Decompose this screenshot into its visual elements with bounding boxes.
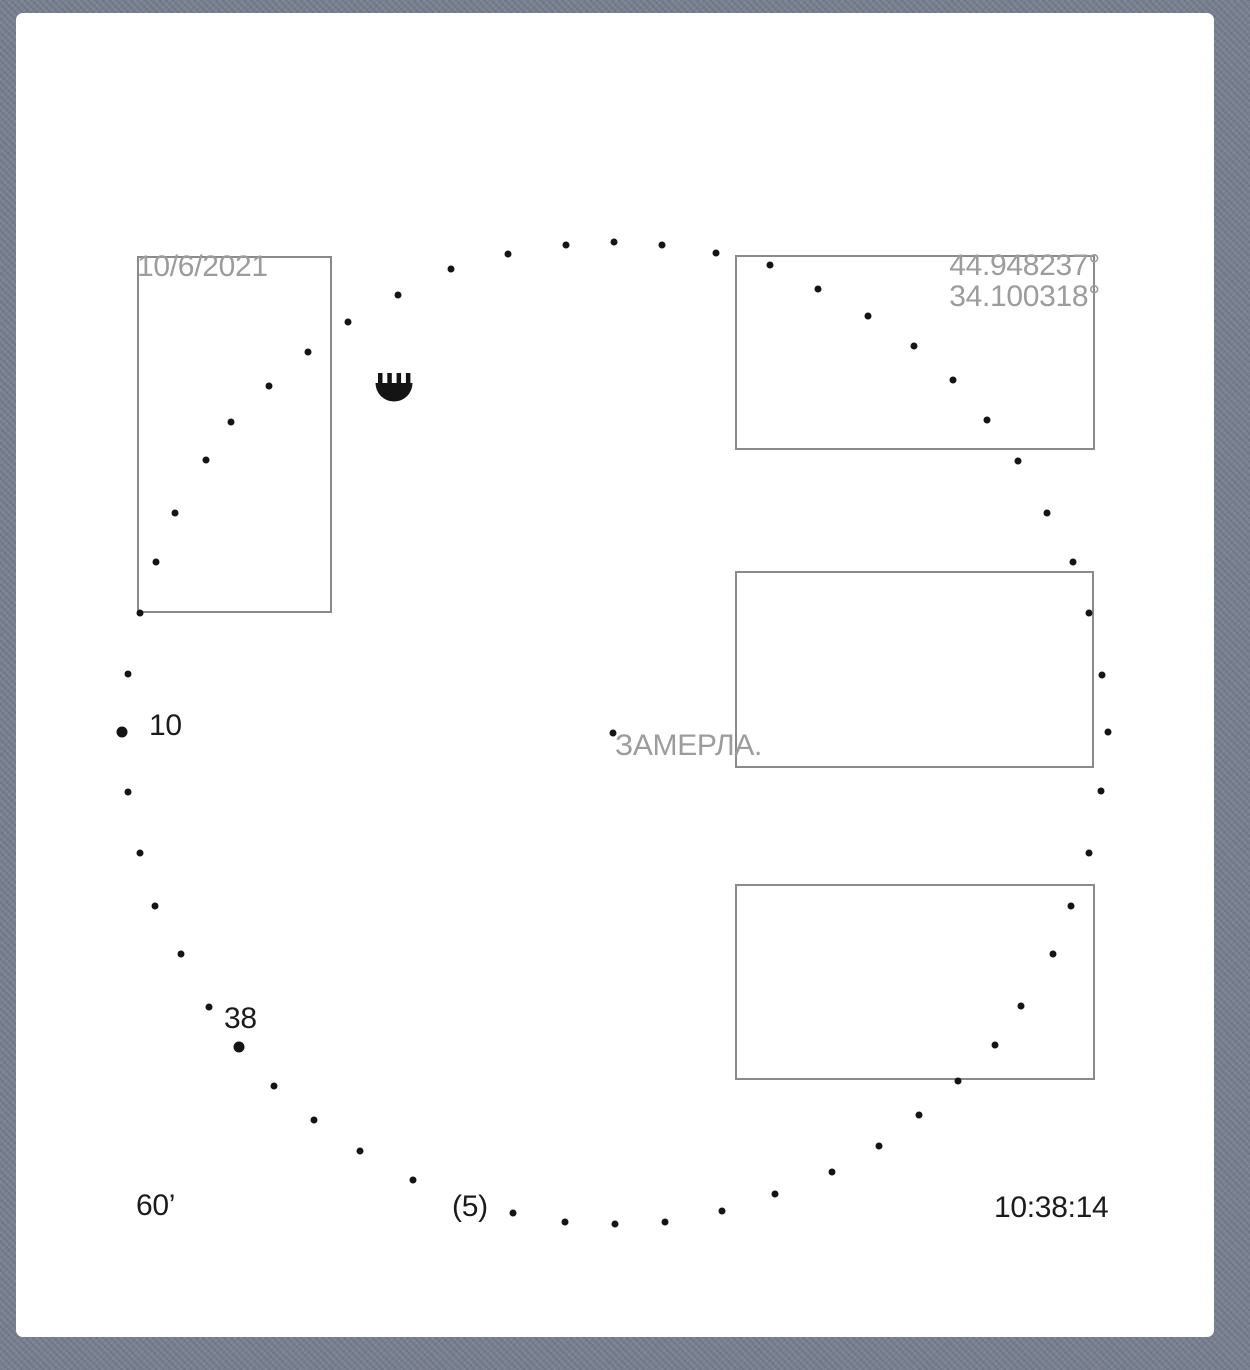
track-dot [137, 610, 144, 617]
duration-label: 60’ [136, 1189, 176, 1222]
track-dot [505, 251, 512, 258]
track-dot [228, 419, 235, 426]
track-dot [950, 377, 957, 384]
track-dot [612, 1221, 619, 1228]
marker-38-label: 38 [224, 1002, 257, 1035]
zone-box[interactable] [137, 256, 332, 613]
marker-10-label: 10 [149, 709, 182, 742]
zone-box[interactable] [735, 884, 1095, 1080]
track-dot [772, 1191, 779, 1198]
track-dot [305, 349, 312, 356]
gap-count-label: (5) [452, 1190, 488, 1223]
track-dot [203, 457, 210, 464]
track-dot [865, 313, 872, 320]
gps-coordinates [949, 250, 1100, 312]
track-dot [137, 850, 144, 857]
track-dot [659, 242, 666, 249]
track-dot [266, 383, 273, 390]
track-dot [1050, 951, 1057, 958]
track-dot [767, 262, 774, 269]
track-dot [955, 1078, 962, 1085]
track-dot [876, 1143, 883, 1150]
track-dot [815, 286, 822, 293]
track-dot [345, 319, 352, 326]
status-label: ЗАМЕРЛА. [615, 729, 763, 762]
time-label: 10:38:14 [994, 1191, 1109, 1224]
track-dot [125, 671, 132, 678]
track-dot [1086, 610, 1093, 617]
track-dot [563, 242, 570, 249]
date-label: 10/6/2021 [137, 250, 268, 283]
zone-box[interactable] [735, 571, 1094, 768]
track-dot [395, 292, 402, 299]
track-dot [1098, 788, 1105, 795]
track-dot [125, 789, 132, 796]
track-dot [1068, 903, 1075, 910]
track-dot [713, 250, 720, 257]
track-dot [357, 1148, 364, 1155]
track-dot [311, 1117, 318, 1124]
half-gear-icon [375, 373, 413, 402]
track-dot [1044, 510, 1051, 517]
track-dot [178, 951, 185, 958]
track-dot [1086, 850, 1093, 857]
track-dot [984, 417, 991, 424]
track-dot [448, 266, 455, 273]
track-dot [611, 239, 618, 246]
latitude-label: 44.948237° [949, 249, 1100, 282]
track-dot [1015, 458, 1022, 465]
track-dot-major [117, 727, 128, 738]
track-dot [1105, 729, 1112, 736]
track-dot [510, 1210, 517, 1217]
track-dot [172, 510, 179, 517]
longitude-label: 34.100318° [949, 280, 1100, 313]
track-dot-major [234, 1042, 245, 1053]
track-dot [916, 1112, 923, 1119]
track-dot [719, 1208, 726, 1215]
track-dot [911, 343, 918, 350]
track-dot [153, 559, 160, 566]
track-dot [992, 1042, 999, 1049]
track-dot [206, 1004, 213, 1011]
track-dot [562, 1219, 569, 1226]
track-dot [1099, 672, 1106, 679]
track-dot [1070, 559, 1077, 566]
track-dot [829, 1169, 836, 1176]
track-dot [1018, 1003, 1025, 1010]
track-dot [410, 1177, 417, 1184]
track-dot [152, 903, 159, 910]
track-dot [271, 1083, 278, 1090]
track-dot [662, 1219, 669, 1226]
